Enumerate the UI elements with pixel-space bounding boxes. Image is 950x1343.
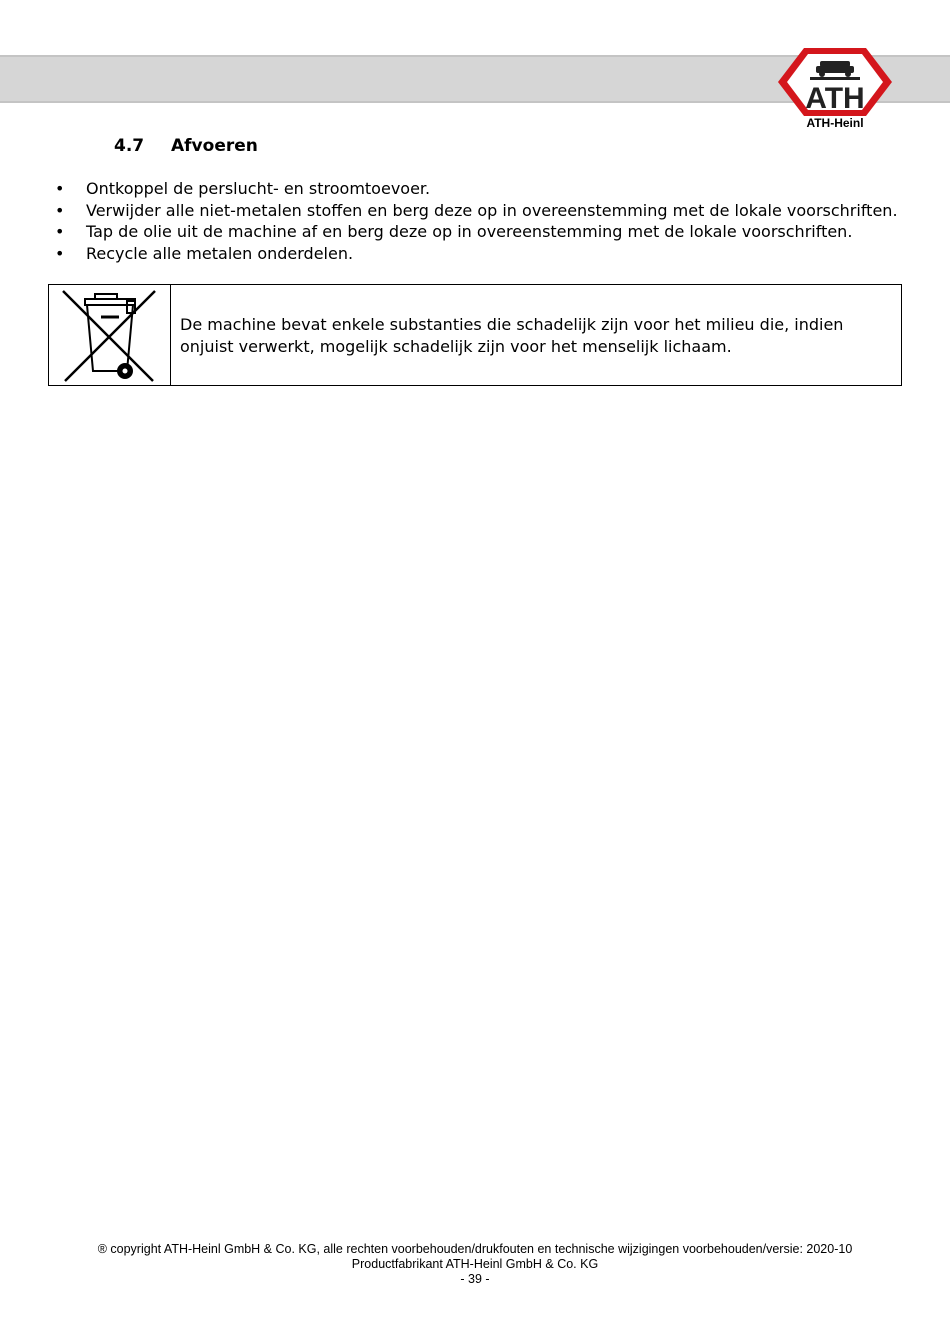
bullet-icon: •	[55, 222, 65, 241]
section-number: 4.7	[114, 136, 145, 156]
page-number: - 39 -	[460, 1272, 490, 1286]
section-heading	[114, 136, 258, 156]
list-item	[55, 221, 898, 243]
svg-text:ATH: ATH	[805, 82, 865, 115]
footer-copyright: ® copyright ATH-Heinl GmbH & Co. KG, alle rechten voorbehouden/drukfouten en technische wijzigingen voorbehouden/versie: 2020-10	[97, 1242, 853, 1256]
notice-text: De machine bevat enkele substanties die schadelijk zijn voor het milieu die, indien onjuist verwerkt, mogelijk schadelijk zijn voor het menselijk lichaam.	[180, 315, 844, 356]
list-item	[55, 243, 898, 265]
section-title: Afvoeren	[171, 136, 258, 156]
list-item-text: Verwijder alle niet-metalen stoffen en berg deze op in overeenstemming met de lokale voorschriften.	[86, 200, 898, 220]
list-item-text: Tap de olie uit de machine af en berg deze op in overeenstemming met de lokale voorschriften.	[86, 222, 853, 241]
environment-notice-box	[48, 284, 902, 386]
list-item	[55, 200, 898, 222]
bullet-list	[55, 178, 898, 264]
logo-caption: ATH-Heinl	[806, 116, 864, 130]
bullet-icon: •	[55, 179, 65, 198]
notice-icon-cell	[49, 285, 171, 385]
footer-manufacturer: Productfabrikant ATH-Heinl GmbH & Co. KG	[351, 1257, 599, 1271]
bullet-icon: •	[55, 200, 65, 220]
list-item-text: Ontkoppel de perslucht- en stroomtoevoer.	[86, 179, 431, 198]
bullet-icon: •	[55, 243, 65, 263]
list-item-text: Recycle alle metalen onderdelen.	[86, 243, 354, 263]
list-item	[55, 178, 898, 200]
crossed-out-wheelie-bin-icon	[57, 287, 161, 385]
